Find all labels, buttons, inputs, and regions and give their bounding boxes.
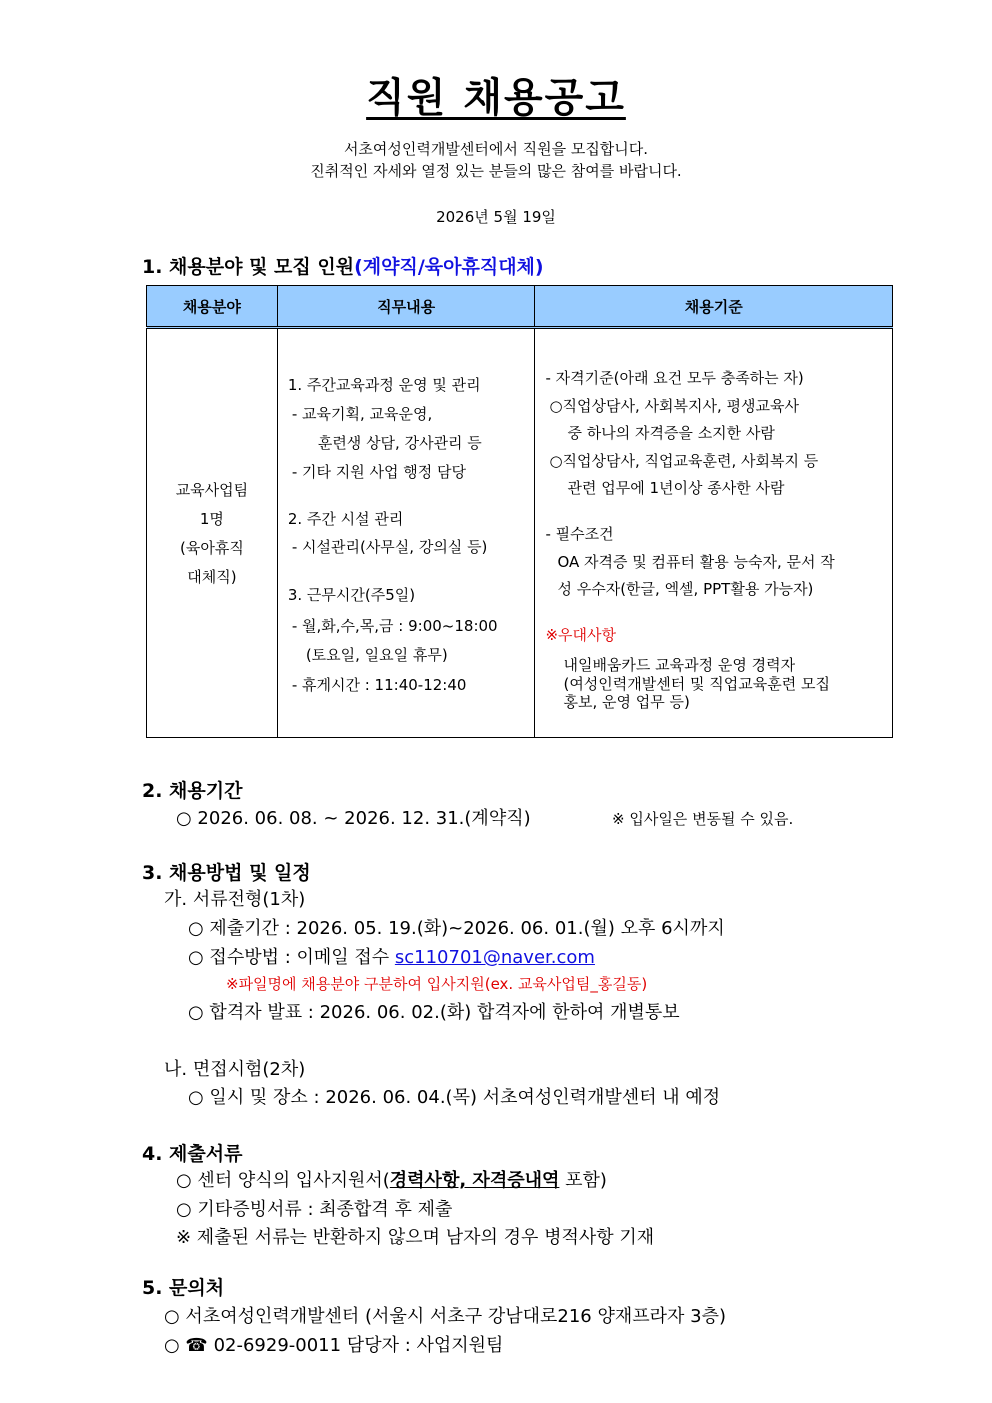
stage2-label: 나. 면접시험(2차) [164,1059,306,1080]
criteria-line: 중 하나의 자격증을 소지한 사람 [567,424,775,442]
criteria-line: ○직업상담사, 직업교육훈련, 사회복지 등 [549,452,819,470]
section5-heading: 5. 문의처 [142,1277,225,1299]
notice-date: 2026년 5월 19일 [436,208,556,226]
contact-address: ○ 서초여성인력개발센터 (서울시 서초구 강남대로216 양재프라자 3층) [164,1306,726,1327]
document-note: ※ 제출된 서류는 반환하지 않으며 남자의 경우 병적사항 기재 [176,1227,655,1248]
duty-line: - 기타 지원 사업 행정 담당 [291,463,466,481]
intro-line-1: 서초여성인력개발센터에서 직원을 모집합니다. [343,140,649,158]
recruitment-table [146,285,893,738]
interview-schedule: ○ 일시 및 장소 : 2026. 06. 04.(목) 서초여성인력개발센터 내 예정 [188,1087,721,1108]
result-announcement: ○ 합격자 발표 : 2026. 06. 02.(화) 합격자에 한하여 개별통보 [188,1002,680,1023]
section3-heading: 3. 채용방법 및 일정 [142,862,311,884]
criteria-line: 관련 업무에 1년이상 종사한 사람 [567,479,785,497]
section2-heading: 2. 채용기간 [142,780,243,802]
field-line: 교육사업팀 [175,481,249,499]
section4-heading: 4. 제출서류 [142,1143,243,1165]
header-criteria: 채용기준 [535,286,893,328]
cell-duties [277,328,535,738]
document-evidence: ○ 기타증빙서류 : 최종합격 후 제출 [176,1199,453,1220]
header-duties: 직무내용 [277,286,535,328]
stage1-label: 가. 서류전형(1차) [164,889,306,910]
cell-criteria [535,328,893,738]
criteria-line: OA 자격증 및 컴퓨터 활용 능숙자, 문서 작 [557,553,835,571]
criteria-line: 내일배움카드 교육과정 운영 경력자 [563,656,796,674]
employment-period: ○ 2026. 06. 08. ~ 2026. 12. 31.(계약직) [176,808,531,829]
duty-line: - 휴게시간 : 11:40-12:40 [291,676,467,694]
cell-field [147,328,278,738]
criteria-line: (여성인력개발센터 및 직업교육훈련 모집 [563,675,830,693]
duty-line: 3. 근무시간(주5일) [287,586,416,604]
criteria-line: - 자격기준(아래 요건 모두 충족하는 자) [545,369,804,387]
period-note: ※ 입사일은 변동될 수 있음. [612,810,794,828]
duty-line: (토요일, 일요일 휴무) [305,646,448,664]
intro-line-2: 진취적인 자세와 열정 있는 분들의 많은 참여를 바랍니다. [310,162,682,180]
criteria-line: ○직업상담사, 사회복지사, 평생교육사 [549,397,799,415]
header-field: 채용분야 [147,286,278,328]
document-application-emphasis: 경력사항, 자격증내역 [389,1170,560,1191]
duty-line: - 월,화,수,목,금 : 9:00~18:00 [291,617,498,635]
field-line: 1명 [199,510,224,528]
field-line: 대체직) [187,568,237,586]
page-title: 직원 채용공고 [366,75,626,121]
email-link[interactable]: sc110701@naver.com [394,947,595,968]
duty-line: 훈련생 상담, 강사관리 등 [317,434,482,452]
duty-line: 2. 주간 시설 관리 [287,510,404,528]
criteria-line: 성 우수자(한글, 엑셀, PPT활용 가능자) [557,580,814,598]
duty-line: - 시설관리(사무실, 강의실 등) [291,538,488,556]
submission-period: ○ 제출기간 : 2026. 05. 19.(화)~2026. 06. 01.(월) 오후 6시까지 [188,918,725,939]
submission-method: ○ 접수방법 : 이메일 접수 sc110701@naver.com [188,947,595,968]
duty-line: 1. 주간교육과정 운영 및 관리 [287,376,481,394]
document-application: ○ 센터 양식의 입사지원서(경력사항, 자격증내역 포함) [176,1170,607,1191]
field-line: (육아휴직 [180,539,244,557]
section1-heading-note: (계약직/육아휴직대체) [354,256,544,278]
duty-line: - 교육기획, 교육운영, [291,405,433,423]
criteria-line: 홍보, 운영 업무 등) [563,693,690,711]
section1-heading: 1. 채용분야 및 모집 인원(계약직/육아휴직대체) [142,256,544,278]
contact-phone: ○ ☎ 02-6929-0011 담당자 : 사업지원팀 [164,1335,504,1356]
criteria-line: - 필수조건 [545,525,614,543]
file-name-note: ※파일명에 채용분야 구분하여 입사지원(ex. 교육사업팀_홍길동) [226,975,648,993]
preferred-label: ※우대사항 [545,626,616,644]
